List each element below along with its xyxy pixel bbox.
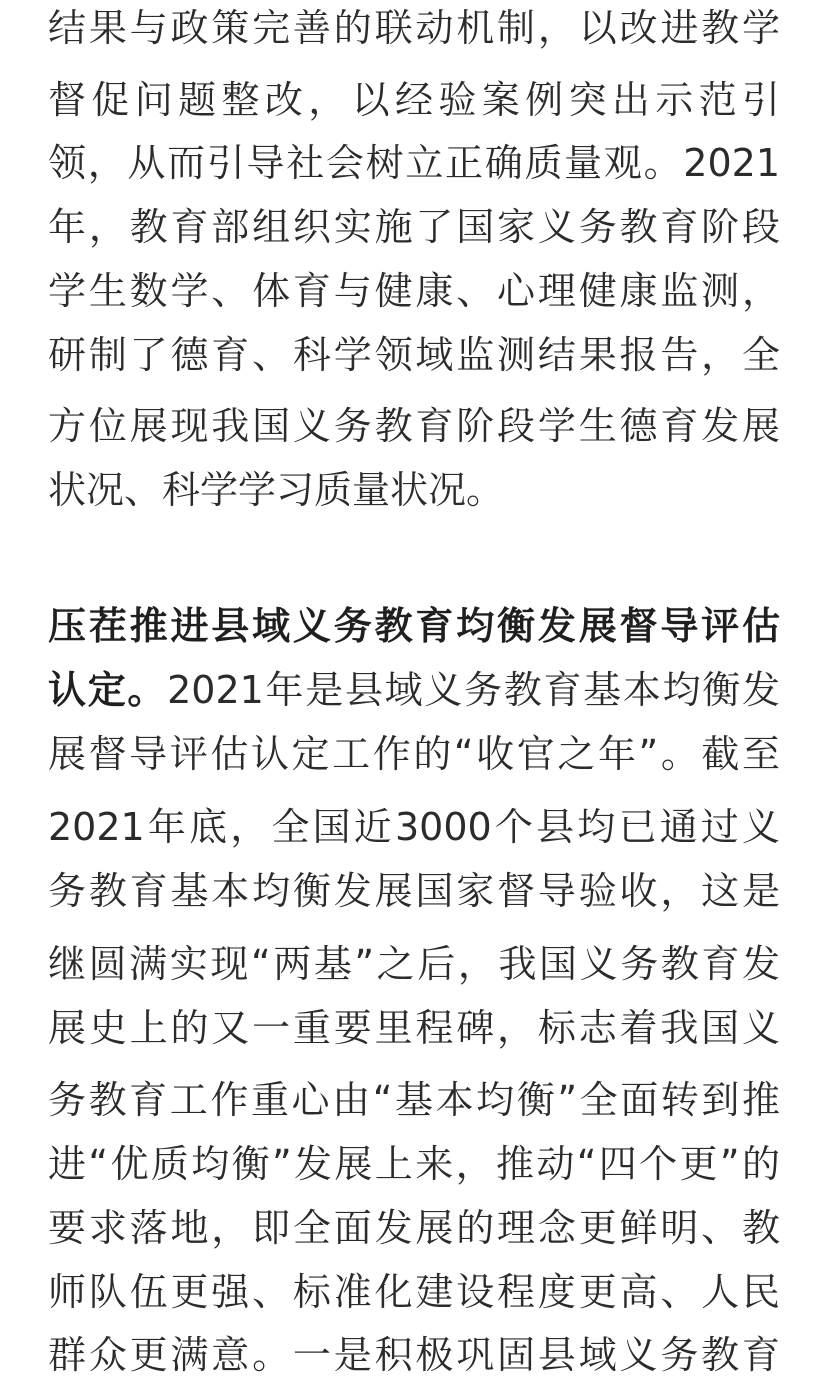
text-line: 进“优质均衡”发展上来，推动“四个更”的 <box>48 1142 780 1186</box>
text-line: 年，教育部组织实施了国家义务教育阶段 <box>48 205 780 249</box>
section-heading: 压茬推进县域义务教育均衡发展督导评估 <box>48 604 780 648</box>
text-line-rest: 2021年是县域义务教育基本均衡发 <box>167 668 780 712</box>
text-line: 领，从而引导社会树立正确质量观。2021 <box>48 141 780 185</box>
text-line: 务教育基本均衡发展国家督导验收，这是 <box>48 869 780 913</box>
text-line: 务教育工作重心由“基本均衡”全面转到推 <box>48 1078 780 1122</box>
text-line: 研制了德育、科学领域监测结果报告，全 <box>48 333 780 377</box>
text-line: 群众更满意。一是积极巩固县域义务教育 <box>48 1333 780 1377</box>
text-line: 2021年底，全国近3000个县均已通过义 <box>48 805 780 849</box>
text-line: 展史上的又一重要里程碑，标志着我国义 <box>48 1006 780 1050</box>
text-line: 方位展现我国义务教育阶段学生德育发展 <box>48 404 780 448</box>
section-heading-end: 认定。 <box>48 668 168 712</box>
text-line: 学生数学、体育与健康、心理健康监测， <box>48 269 780 313</box>
text-line: 状况、科学学习质量状况。 <box>48 468 505 512</box>
text-line: 师队伍更强、标准化建设程度更高、人民 <box>48 1270 780 1314</box>
text-line: 展督导评估认定工作的“收官之年”。截至 <box>48 732 780 776</box>
text-line: 结果与政策完善的联动机制，以改进教学 <box>48 6 780 50</box>
text-line: 继圆满实现“两基”之后，我国义务教育发 <box>48 942 780 986</box>
text-line: 要求落地，即全面发展的理念更鲜明、教 <box>48 1206 780 1250</box>
text-line: 督促问题整改，以经验案例突出示范引 <box>48 78 780 122</box>
text-line <box>48 654 780 726</box>
